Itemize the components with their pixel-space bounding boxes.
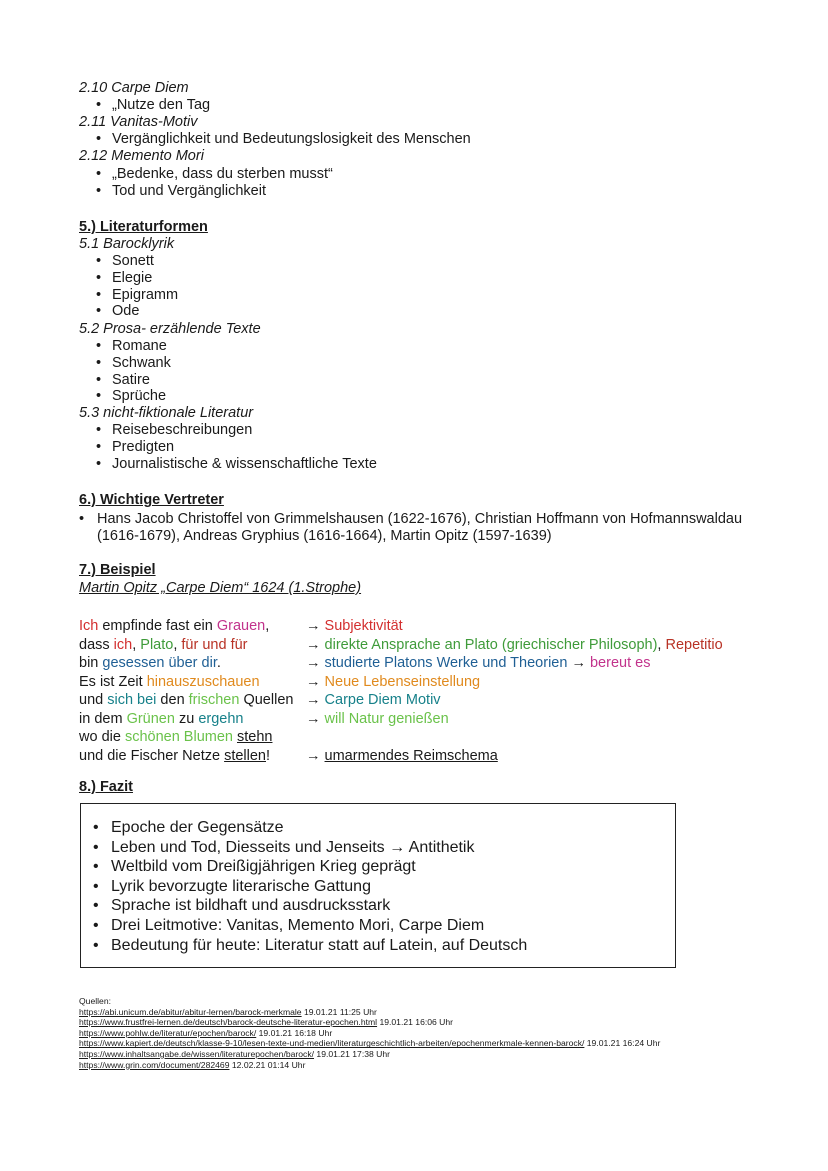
list-item: • Reisebeschreibungen <box>96 422 377 439</box>
text-segment: und die Fischer Netze <box>79 747 225 764</box>
list-carpe-diem <box>96 97 210 114</box>
subheading-memento-mori: 2.12 Memento Mori <box>79 148 204 164</box>
text-segment: empfinde fast ein <box>98 618 217 634</box>
source-link[interactable]: https://www.frustfrei-lernen.de/deutsch/barock-deutsche-literatur-epochen.html <box>79 1017 378 1028</box>
text-segment: Plato <box>140 636 174 653</box>
source-link[interactable]: https://www.grin.com/document/282469 <box>79 1059 230 1070</box>
text-segment: Carpe Diem Motiv <box>324 692 441 708</box>
text-segment: , <box>132 636 141 653</box>
source-line <box>79 1049 759 1060</box>
poem-annotation <box>306 710 449 729</box>
list-item: • „Bedenke, dass du sterben musst“ <box>96 166 333 183</box>
text-segment: in dem <box>79 710 127 727</box>
source-link[interactable]: https://www.inhaltsangabe.de/wissen/literaturepochen/barock/ <box>79 1048 315 1059</box>
poem-verse <box>79 747 270 766</box>
list-item: • Tod und Vergänglichkeit <box>96 183 333 200</box>
vertreter-text: • Hans Jacob Christoffel von Grimmelshausen (1622-1676), Christian Hoffmann von Hofmannswaldau (1616-1679), Andreas Gryphius (1616-1664), Martin Opitz (1597-1639) <box>79 511 759 545</box>
list-item: • Drei Leitmotive: Vanitas, Memento Mori, Carpe Diem <box>93 916 527 936</box>
text-segment: Grünen <box>126 710 175 727</box>
list-prosa <box>96 338 171 405</box>
text-segment: → <box>306 655 325 671</box>
poem-verse <box>79 617 269 636</box>
subheading-carpe-diem: 2.10 Carpe Diem <box>79 80 189 96</box>
text-segment: will Natur genießen <box>324 710 449 727</box>
text-segment: schönen Blumen <box>124 729 233 745</box>
text-segment: bereut es <box>589 655 651 671</box>
source-line <box>79 1028 759 1039</box>
list-item: • Journalistische & wissenschaftliche Texte <box>96 456 377 473</box>
source-link[interactable]: https://www.pohlw.de/literatur/epochen/barock/ <box>79 1027 257 1038</box>
text-segment: Quellen <box>239 692 294 708</box>
sources <box>79 996 759 1070</box>
list-nicht-fiktional <box>96 422 377 472</box>
text-segment: → <box>306 673 325 690</box>
heading-literaturformen: 5.) Literaturformen <box>79 219 208 235</box>
list-item: • Vergänglichkeit und Bedeutungslosigkeit des Menschen <box>96 131 471 148</box>
list-item: • Bedeutung für heute: Literatur statt auf Latein, auf Deutsch <box>93 936 527 956</box>
sources-list <box>79 1007 759 1071</box>
source-line <box>79 1017 759 1028</box>
text-segment: , <box>657 636 666 653</box>
list-memento-mori <box>96 166 333 200</box>
list-item: • Ode <box>96 303 178 320</box>
source-date: 19.01.21 11:25 Uhr <box>301 1006 377 1017</box>
list-item: • Sprüche <box>96 388 171 405</box>
list-item: • Satire <box>96 372 171 389</box>
source-date: 19.01.21 16:06 Uhr <box>377 1017 454 1028</box>
poem-annotation <box>306 636 723 655</box>
text-segment: → <box>306 747 325 764</box>
text-segment: ! <box>266 747 271 764</box>
heading-fazit: 8.) Fazit <box>79 779 133 795</box>
poem-annotation <box>306 691 441 710</box>
text-segment: direkte Ansprache an Plato (griechischer Philosoph) <box>324 636 658 653</box>
list-vanitas <box>96 131 471 148</box>
text-segment: ergehn <box>198 710 244 727</box>
poem-verse <box>79 728 272 747</box>
fazit-list <box>93 818 527 955</box>
poem-annotation <box>306 673 480 692</box>
source-date: 19.01.21 16:24 Uhr <box>584 1038 661 1049</box>
text-segment: Grauen <box>216 618 266 634</box>
source-link[interactable]: https://abi.unicum.de/abitur/abitur-lernen/barock-merkmale <box>79 1006 302 1017</box>
text-segment: studierte Platons Werke und Theorien <box>324 655 568 671</box>
text-segment: hinauszuschauen <box>146 673 260 690</box>
heading-vertreter: 6.) Wichtige Vertreter <box>79 492 224 508</box>
list-item: • Schwank <box>96 355 171 372</box>
poem-annotation <box>306 747 498 766</box>
poem-verse <box>79 654 221 673</box>
text-segment: zu <box>174 710 199 727</box>
text-segment: → <box>567 655 590 671</box>
heading-beispiel: 7.) Beispiel <box>79 562 156 578</box>
text-segment: ich <box>113 636 133 653</box>
poem-annotation <box>306 654 650 673</box>
list-item: • Epoche der Gegensätze <box>93 818 527 838</box>
list-barocklyrik <box>96 253 178 320</box>
list-item: • Predigten <box>96 439 377 456</box>
text-segment: → <box>306 618 325 634</box>
list-item: • Sonett <box>96 253 178 270</box>
text-segment: sich bei <box>107 692 157 708</box>
text-segment: den <box>156 692 189 708</box>
subheading-nicht-fiktional: 5.3 nicht-fiktionale Literatur <box>79 405 254 421</box>
list-item: • Sprache ist bildhaft und ausdrucksstark <box>93 896 527 916</box>
source-link[interactable]: https://www.kapiert.de/deutsch/klasse-9-10/lesen-texte-und-medien/literaturgeschichtlich-arbeiten/epochenmerkmale-kennen-barock/ <box>79 1038 585 1049</box>
text-segment: umarmendes Reimschema <box>324 747 498 764</box>
list-item: • „Nutze den Tag <box>96 97 210 114</box>
text-segment: und <box>79 692 108 708</box>
source-date: 12.02.21 01:14 Uhr <box>229 1059 306 1070</box>
source-line <box>79 1038 759 1049</box>
text-segment: gesessen über dir <box>102 655 217 671</box>
text-segment: dass <box>79 636 114 653</box>
text-segment: , <box>173 636 182 653</box>
text-segment: . <box>216 655 221 671</box>
text-segment: Ich <box>79 618 99 634</box>
poem-verse <box>79 636 248 655</box>
list-item: • Lyrik bevorzugte literarische Gattung <box>93 877 527 897</box>
text-segment: wo die <box>79 729 125 745</box>
text-segment: stellen <box>224 747 266 764</box>
text-segment: frischen <box>188 692 240 708</box>
list-item: • Epigramm <box>96 287 178 304</box>
text-segment: für und für <box>181 636 248 653</box>
text-segment: bin <box>79 655 103 671</box>
source-line <box>79 1007 759 1018</box>
poem-verse <box>79 710 243 729</box>
sources-label: Quellen: <box>79 996 112 1006</box>
subheading-barocklyrik: 5.1 Barocklyrik <box>79 236 175 252</box>
text-segment: Subjektivität <box>324 618 403 634</box>
poem-verse <box>79 673 260 692</box>
text-segment: Neue Lebenseinstellung <box>324 673 481 690</box>
list-item: • Romane <box>96 338 171 355</box>
text-segment: → <box>306 692 325 708</box>
source-date: 19.01.21 16:18 Uhr <box>256 1027 333 1038</box>
list-item: • Leben und Tod, Diesseits und Jenseits → Antithetik <box>93 838 527 858</box>
source-line <box>79 1060 759 1071</box>
subheading-vanitas: 2.11 Vanitas-Motiv <box>79 114 198 130</box>
poem-title: Martin Opitz „Carpe Diem“ 1624 (1.Strophe) <box>79 580 362 596</box>
text-segment: → <box>306 710 325 727</box>
list-item: • Elegie <box>96 270 178 287</box>
text-segment: Es ist Zeit <box>79 673 147 690</box>
text-segment: → <box>306 636 325 653</box>
list-vertreter <box>79 511 759 545</box>
source-date: 19.01.21 17:38 Uhr <box>314 1048 390 1059</box>
text-segment: Repetitio <box>665 636 723 653</box>
list-item: • Weltbild vom Dreißigjährigen Krieg geprägt <box>93 857 527 877</box>
poem-annotation <box>306 617 403 636</box>
text-segment: , <box>265 618 270 634</box>
fazit-box <box>80 803 676 968</box>
subheading-prosa: 5.2 Prosa- erzählende Texte <box>79 321 261 337</box>
text-segment: stehn <box>237 729 273 745</box>
poem-verse <box>79 691 293 710</box>
